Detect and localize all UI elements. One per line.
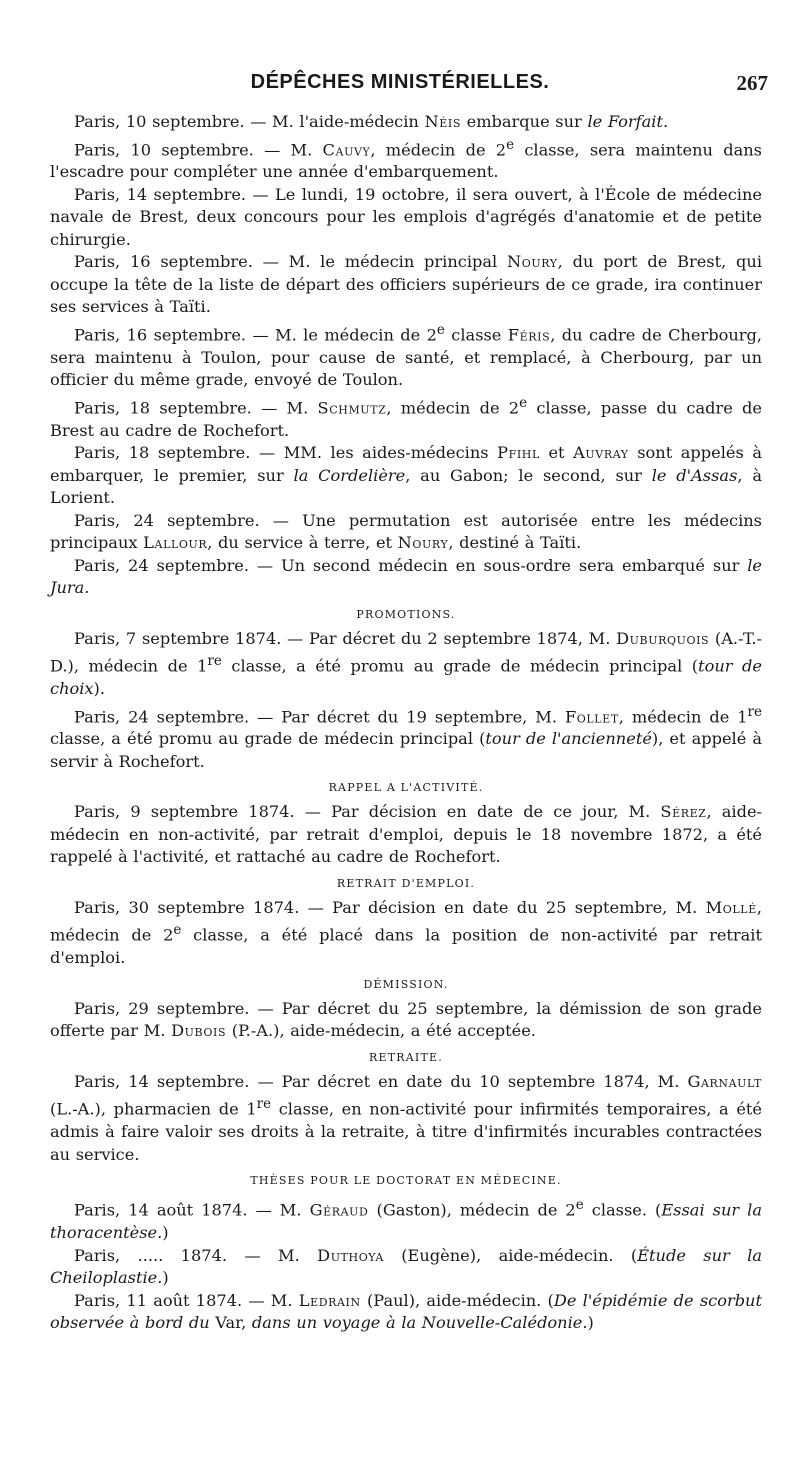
dispatch-entry: Paris, 24 septembre. — Un second médecin en sous-ordre sera embarqué sur le Jura. — [50, 555, 762, 598]
section-heading: DÉMISSION. — [363, 977, 449, 991]
dispatch-entry: Paris, 30 septembre 1874. — Par décision en date du 25 septembre, M. Mollé, médecin de 2e classe, a été placé dans la position de non-activité par retrait d'emploi. — [50, 897, 762, 968]
dispatch-entry: Paris, 29 septembre. — Par décret du 25 septembre, la démission de son grade offerte par M. Dubois (P.-A.), aide-médecin, a été acceptée. — [50, 998, 762, 1041]
section-heading: PROMOTIONS. — [356, 607, 456, 621]
dispatch-entry: Paris, ..... 1874. — M. Duthoya (Eugène), aide-médecin. (Étude sur la Cheiloplastie.) — [50, 1245, 762, 1288]
dispatch-entry: Paris, 10 septembre. — M. l'aide-médecin Néis embarque sur le Forfait. — [74, 112, 669, 131]
dispatch-entry: Paris, 10 septembre. — M. Cauvy, médecin de 2e classe, sera maintenu dans l'escadre pour compléter une année d'embarquement. — [50, 136, 762, 182]
dispatch-entry: Paris, 14 août 1874. — M. Géraud (Gaston), médecin de 2e classe. (Essai sur la thoracentèse.) — [50, 1197, 762, 1243]
dispatch-entry: Paris, 9 septembre 1874. — Par décision en date de ce jour, M. Sérez, aide-médecin en non-activité, par retrait d'emploi, depuis le 18 novembre 1872, a été rappelé à l'activité, et rattaché au cadre de Rochefort. — [50, 802, 763, 867]
dispatch-entry: Paris, 24 septembre. — Par décret du 19 septembre, M. Follet, médecin de 1re classe, a été promu au grade de médecin principal (tour de l'ancienneté), et appelé à servir à Rochefort. — [50, 703, 762, 771]
section-heading: THÈSES POUR LE DOCTORAT EN MÉDECINE. — [250, 1174, 562, 1188]
page-body — [50, 111, 762, 1335]
dispatch-entry: Paris, 18 septembre. — M. Schmutz, médecin de 2e classe, passe du cadre de Brest au cadre de Rochefort. — [50, 394, 762, 440]
page-number: 267 — [736, 71, 768, 95]
dispatch-entry: Paris, 11 août 1874. — M. Ledrain (Paul), aide-médecin. (De l'épidémie de scorbut observée à bord du Var, dans un voyage à la Nouvelle-Calédonie.) — [50, 1290, 762, 1333]
section-heading: RETRAITE. — [369, 1050, 443, 1064]
section-heading: RETRAIT D'EMPLOI. — [336, 876, 476, 890]
dispatch-entry: Paris, 14 septembre. — Le lundi, 19 octobre, il sera ouvert, à l'École de médecine navale de Brest, deux concours pour les emplois d'agrégés d'anatomie et de petite chirurgie. — [50, 184, 762, 249]
page-header — [0, 71, 800, 107]
dispatch-entry: Paris, 7 septembre 1874. — Par décret du 2 septembre 1874, M. Duburquois (A.-T.-D.), médecin de 1re classe, a été promu au grade de médecin principal (tour de choix). — [50, 628, 762, 699]
dispatch-entry: Paris, 16 septembre. — M. le médecin principal Noury, du port de Brest, qui occupe la tête de la liste de départ des officiers supérieurs de ce grade, ira continuer ses services à Taïti. — [50, 252, 763, 317]
dispatch-entry: Paris, 14 septembre. — Par décret en date du 10 septembre 1874, M. Garnault (L.-A.), pharmacien de 1re classe, en non-activité pour infirmités temporaires, a été admis à faire valoir ses droits à la retraite, à titre d'infirmités incurables contractées au service. — [50, 1071, 762, 1164]
dispatch-entry: Paris, 24 septembre. — Une permutation est autorisée entre les médecins principaux Lallour, du service à terre, et Noury, destiné à Taïti. — [50, 510, 762, 553]
dispatch-entry: Paris, 18 septembre. — MM. les aides-médecins Pfihl et Auvray sont appelés à embarquer, le premier, sur la Cordelière, au Gabon; le second, sur le d'Assas, à Lorient. — [50, 443, 762, 508]
dispatch-entry: Paris, 16 septembre. — M. le médecin de 2e classe Féris, du cadre de Cherbourg, sera maintenu à Toulon, pour cause de santé, et remplacé, à Cherbourg, par un officier du même grade, envoyé de Toulon. — [50, 321, 762, 390]
section-heading: RAPPEL A L'ACTIVITÉ. — [328, 781, 484, 795]
running-title: DÉPÊCHES MINISTÉRIELLES. — [250, 71, 550, 93]
